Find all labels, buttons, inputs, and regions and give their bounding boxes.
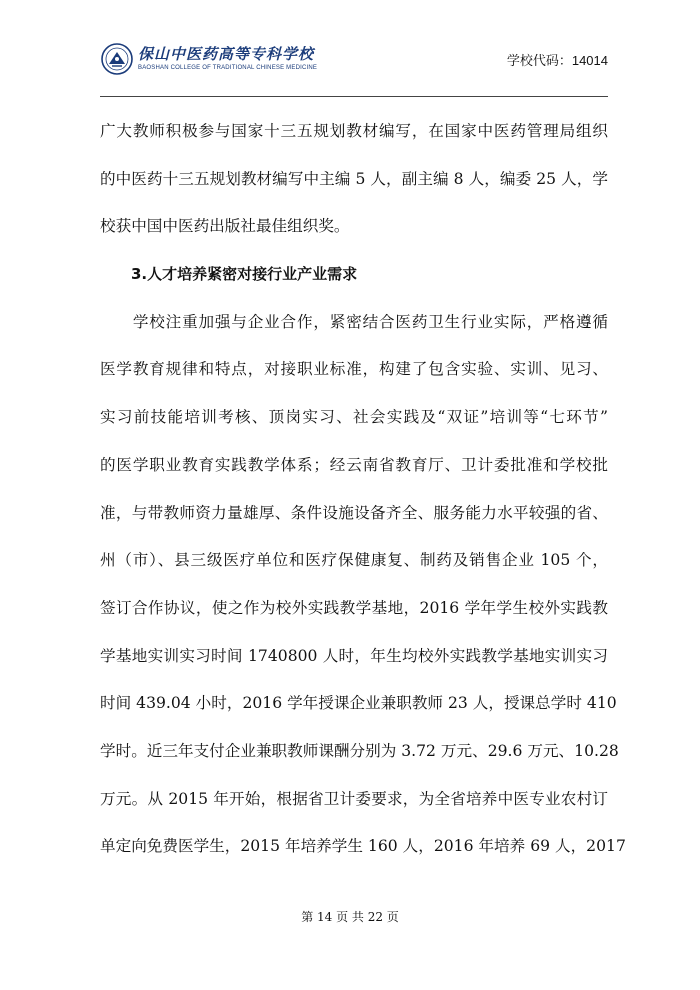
text-line: 时间 439.04 小时，2016 学年授课企业兼职教师 23 人，授课总学时 410 <box>100 694 617 713</box>
school-name-en: BAOSHAN COLLEGE OF TRADITIONAL CHINESE MEDICINE <box>138 65 318 71</box>
text-line: 学时。近三年支付企业兼职教师课酬分别为 3.72 万元、29.6 万元、10.28 <box>100 741 619 760</box>
text-line: 校获中国中医药出版社最佳组织奖。 <box>100 217 350 236</box>
section-heading: 3.人才培养紧密对接行业产业需求 <box>131 265 358 284</box>
text-line: 的医学职业教育实践教学体系；经云南省教育厅、卫计委批准和学校批 <box>100 455 608 474</box>
school-name-cn: 保山中医药高等专科学校 <box>138 45 315 63</box>
text-line: 万元。从 2015 年开始，根据省卫计委要求，为全省培养中医专业农村订 <box>100 789 608 808</box>
page-number: 第 14 页 共 22 页 <box>301 910 399 924</box>
text-line: 实习前技能培训考核、顶岗实习、社会实践及“双证”培训等“七环节” <box>100 408 608 427</box>
school-logo-text <box>138 47 317 71</box>
document-body <box>100 108 626 871</box>
text-line: 学基地实训实习时间 1740800 人时，年生均校外实践教学基地实训实习 <box>100 646 608 665</box>
header-divider <box>100 96 608 97</box>
text-line: 学校注重加强与企业合作，紧密结合医药卫生行业实际，严格遵循 <box>100 312 608 331</box>
text-line: 广大教师积极参与国家十三五规划教材编写，在国家中医药管理局组织 <box>100 122 608 140</box>
school-emblem-icon <box>100 42 134 76</box>
text-line: 单定向免费医学生，2015 年培养学生 160 人，2016 年培养 69 人，2017 <box>100 837 626 856</box>
text-line: 准，与带教师资力量雄厚、条件设施设备齐全、服务能力水平较强的省、 <box>100 503 608 522</box>
text-line: 的中医药十三五规划教材编写中主编 5 人，副主编 8 人，编委 25 人，学 <box>100 169 608 188</box>
text-line: 医学教育规律和特点，对接职业标准，构建了包含实验、实训、见习、 <box>100 360 608 379</box>
page-header <box>100 42 608 82</box>
school-code: 学校代码：14014 <box>506 53 608 68</box>
text-line: 州（市）、县三级医疗单位和医疗保健康复、制药及销售企业 105 个， <box>100 551 608 570</box>
text-line: 签订合作协议，使之作为校外实践教学基地，2016 学年学生校外实践教 <box>100 598 608 617</box>
school-logo <box>100 42 317 76</box>
